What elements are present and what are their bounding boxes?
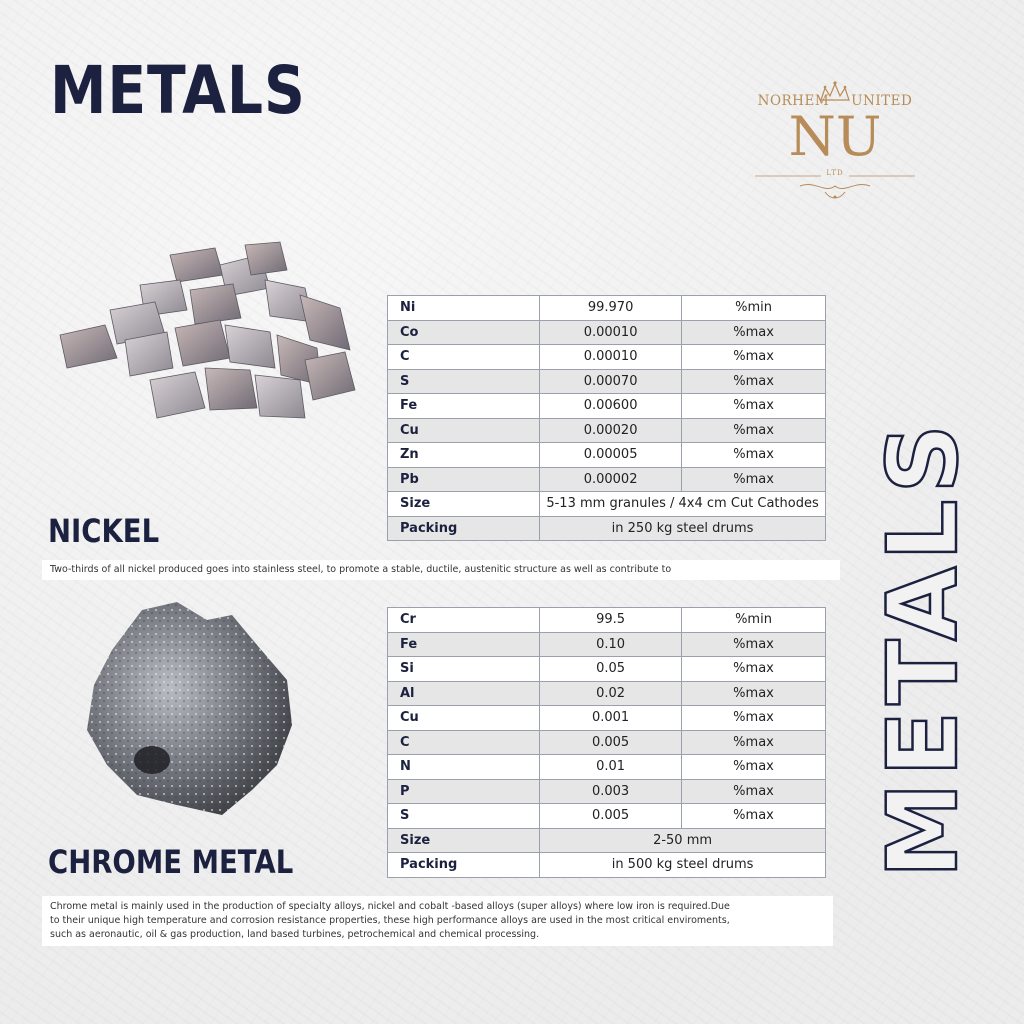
value-cell: 99.970 <box>540 296 682 321</box>
value-cell: 0.05 <box>540 657 682 682</box>
unit-cell: %max <box>682 755 826 780</box>
logo-sub: LTD <box>826 169 844 177</box>
page-title: METALS <box>50 52 306 129</box>
unit-cell: %max <box>682 657 826 682</box>
element-cell: S <box>388 804 540 829</box>
unit-cell: %min <box>682 296 826 321</box>
table-row <box>388 516 826 541</box>
nickel-spec-table <box>387 295 826 541</box>
table-row <box>388 755 826 780</box>
unit-cell: %max <box>682 345 826 370</box>
element-cell: Cr <box>388 608 540 633</box>
packing-value: in 500 kg steel drums <box>540 853 826 878</box>
value-cell: 0.00002 <box>540 467 682 492</box>
table-row <box>388 345 826 370</box>
table-row <box>388 828 826 853</box>
size-value: 2-50 mm <box>540 828 826 853</box>
unit-cell: %max <box>682 443 826 468</box>
table-row <box>388 296 826 321</box>
element-cell: Si <box>388 657 540 682</box>
element-cell: Fe <box>388 394 540 419</box>
value-cell: 0.00070 <box>540 369 682 394</box>
unit-cell: %max <box>682 706 826 731</box>
size-label: Size <box>388 828 540 853</box>
packing-label: Packing <box>388 516 540 541</box>
unit-cell: %max <box>682 369 826 394</box>
value-cell: 0.02 <box>540 681 682 706</box>
table-row <box>388 320 826 345</box>
element-cell: Fe <box>388 632 540 657</box>
value-cell: 0.003 <box>540 779 682 804</box>
table-row <box>388 369 826 394</box>
nickel-title: NICKEL <box>48 512 160 550</box>
value-cell: 0.00600 <box>540 394 682 419</box>
value-cell: 0.005 <box>540 730 682 755</box>
table-row <box>388 706 826 731</box>
unit-cell: %max <box>682 418 826 443</box>
element-cell: P <box>388 779 540 804</box>
table-row <box>388 853 826 878</box>
unit-cell: %max <box>682 681 826 706</box>
element-cell: Co <box>388 320 540 345</box>
chrome-image <box>82 600 297 820</box>
value-cell: 99.5 <box>540 608 682 633</box>
size-label: Size <box>388 492 540 517</box>
element-cell: Zn <box>388 443 540 468</box>
table-row <box>388 418 826 443</box>
value-cell: 0.00010 <box>540 345 682 370</box>
element-cell: Cu <box>388 418 540 443</box>
nickel-image <box>55 240 365 440</box>
value-cell: 0.00005 <box>540 443 682 468</box>
chrome-spec-table <box>387 607 826 878</box>
unit-cell: %max <box>682 320 826 345</box>
size-value: 5-13 mm granules / 4x4 cm Cut Cathodes <box>540 492 826 517</box>
value-cell: 0.00020 <box>540 418 682 443</box>
value-cell: 0.01 <box>540 755 682 780</box>
description-line: Chrome metal is mainly used in the production of specialty alloys, nickel and cobalt -based alloys (super alloys) where low iron is required.Due <box>50 901 730 912</box>
element-cell: Ni <box>388 296 540 321</box>
unit-cell: %max <box>682 632 826 657</box>
value-cell: 0.10 <box>540 632 682 657</box>
side-title: METALS <box>867 418 979 878</box>
chrome-description <box>42 896 833 946</box>
table-row <box>388 730 826 755</box>
description-line: to their unique high temperature and corrosion resistance properties, these high performance alloys are used in the most critical enviroments, <box>50 915 730 926</box>
logo-monogram: NU <box>788 105 882 168</box>
unit-cell: %max <box>682 779 826 804</box>
description-line: such as aeronautic, oil & gas production, land based turbines, petrochemical and chemical processing. <box>50 929 540 940</box>
packing-label: Packing <box>388 853 540 878</box>
table-row <box>388 492 826 517</box>
table-row <box>388 779 826 804</box>
element-cell: C <box>388 730 540 755</box>
table-row <box>388 443 826 468</box>
table-row <box>388 657 826 682</box>
table-row <box>388 608 826 633</box>
unit-cell: %max <box>682 467 826 492</box>
element-cell: N <box>388 755 540 780</box>
packing-value: in 250 kg steel drums <box>540 516 826 541</box>
unit-cell: %max <box>682 730 826 755</box>
element-cell: Cu <box>388 706 540 731</box>
element-cell: S <box>388 369 540 394</box>
company-logo <box>745 78 925 203</box>
unit-cell: %max <box>682 394 826 419</box>
unit-cell: %max <box>682 804 826 829</box>
element-cell: Al <box>388 681 540 706</box>
value-cell: 0.001 <box>540 706 682 731</box>
value-cell: 0.005 <box>540 804 682 829</box>
table-row <box>388 467 826 492</box>
logo-right-word: UNITED <box>851 93 913 109</box>
element-cell: Pb <box>388 467 540 492</box>
element-cell: C <box>388 345 540 370</box>
unit-cell: %min <box>682 608 826 633</box>
value-cell: 0.00010 <box>540 320 682 345</box>
logo-left-word: NORHEM <box>757 93 830 109</box>
nickel-description: Two-thirds of all nickel produced goes into stainless steel, to promote a stable, ductile, austenitic structure as well as contribute to <box>42 560 840 580</box>
table-row <box>388 632 826 657</box>
chrome-title: CHROME METAL <box>48 843 294 881</box>
table-row <box>388 681 826 706</box>
table-row <box>388 804 826 829</box>
table-row <box>388 394 826 419</box>
